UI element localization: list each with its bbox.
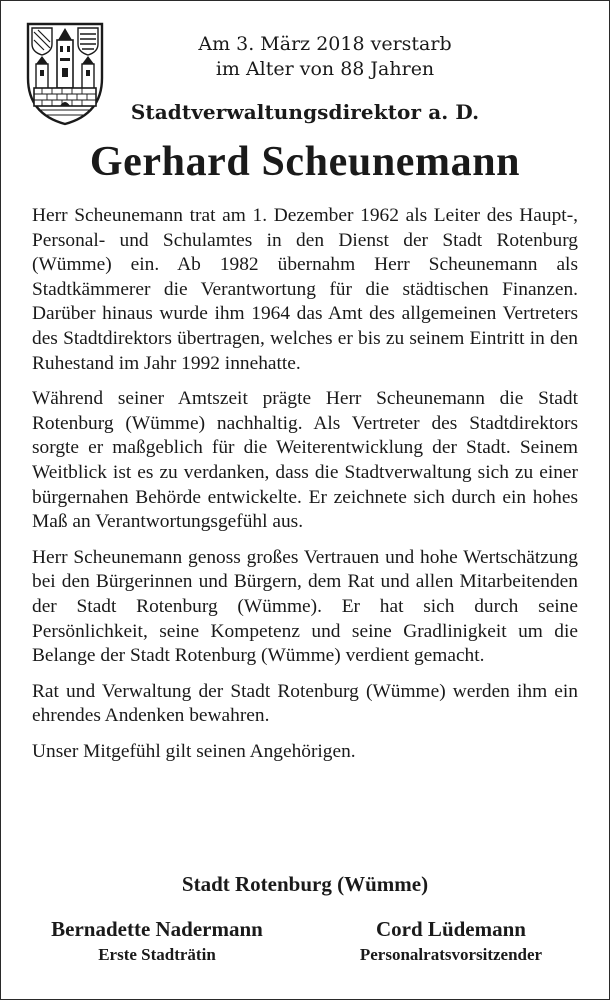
signer-role: Personalratsvorsitzender xyxy=(359,945,543,964)
age-line: im Alter von 88 Jahren xyxy=(215,58,435,80)
deceased-title: Stadtverwaltungsdirektor a. D. xyxy=(130,100,480,124)
signer-name: Bernadette Nadermann xyxy=(51,917,263,941)
deceased-name: Gerhard Scheunemann xyxy=(89,139,521,185)
obituary-body xyxy=(32,204,578,775)
paragraph-career: Herr Scheunemann trat am 1. Dezember 1962 als Leiter des Haupt-, Personal- und Schulamtes in den Dienst der Stadt Rotenburg (Wümme) ein. Ab 1982 übernahm Herr Scheunemann als Stadtkämmerer die Verantwortung für die städtischen Finanzen. Darüber hinaus wurde ihm 1964 das Amt des allgemeinen Vertreters des Stadtdirektors übertragen, welches er bis zu seinem Eintritt in den Ruhestand im Jahr 1992 innehatte. xyxy=(32,205,578,374)
paragraph-legacy: Während seiner Amtszeit prägte Herr Scheunemann die Stadt Rotenburg (Wümme) nachhaltig. Als Vertreter des Stadtdirektors sorgte er maßgeblich für die Weiterentwicklung der Stadt. Seinem Weitblick ist es zu verdanken, dass die Stadtverwaltung sich zu einer bürgernahen Behörde entwickelte. Er zeichnete sich durch ein hohes Maß an Verantwortungsgefühl aus. xyxy=(32,388,578,533)
paragraph-remembrance: Rat und Verwaltung der Stadt Rotenburg (Wümme) werden ihm ein ehrendes Andenken bewahren. xyxy=(32,680,578,727)
paragraph-appreciation: Herr Scheunemann genoss großes Vertrauen und hohe Wertschätzung bei den Bürgerinnen und Bürgern, dem Rat und allen Mitarbeitenden der Stadt Rotenburg (Wümme). Er hat sich durch seine Persönlichkeit, seine Kompetenz und seine Gradlinigkeit um die Belange der Stadt Rotenburg (Wümme) verdient gemacht. xyxy=(32,546,578,667)
signer-staff-council xyxy=(316,917,586,966)
death-date-line: Am 3. März 2018 verstarb xyxy=(198,33,452,55)
paragraph-condolence: Unser Mitgefühl gilt seinen Angehörigen. xyxy=(32,740,356,762)
signer-name: Cord Lüdemann xyxy=(376,917,526,941)
signer-role: Erste Stadträtin xyxy=(98,945,216,964)
signer-mayor-deputy xyxy=(22,917,292,966)
organization-name: Stadt Rotenburg (Wümme) xyxy=(181,872,429,896)
